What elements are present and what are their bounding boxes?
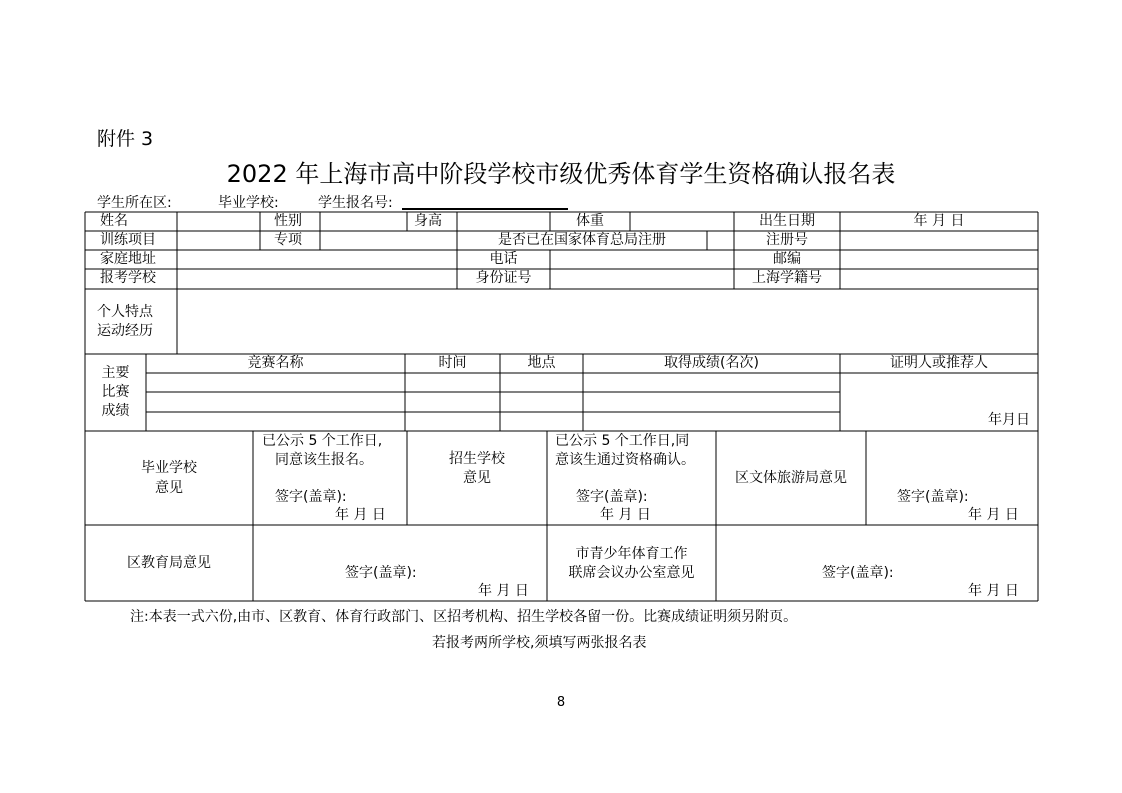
district-label: 学生所在区: <box>97 195 172 211</box>
reg-no-field-label: 注册号 <box>766 232 808 248</box>
grad-school-label: 毕业学校: <box>218 195 279 211</box>
edu-sign-label: 签字(盖章): <box>345 565 417 581</box>
grad-publicity-line1: 已公示 5 个工作日, <box>262 433 383 449</box>
weight-label: 体重 <box>576 213 604 229</box>
profile-label-line2: 运动经历 <box>97 323 153 339</box>
competition-result-header: 取得成绩(名次) <box>664 355 759 371</box>
page-number: 8 <box>556 695 566 710</box>
form-title: 2022 年上海市高中阶段学校市级优秀体育学生资格确认报名表 <box>226 160 896 188</box>
name-label: 姓名 <box>100 213 128 229</box>
competition-label-line3: 成绩 <box>101 403 130 419</box>
id-no-label: 身份证号 <box>475 270 532 286</box>
enroll-school-opinion-line2: 意见 <box>463 470 491 486</box>
address-label: 家庭地址 <box>100 251 156 267</box>
enroll-publicity-line1: 已公示 5 个工作日,同 <box>555 433 690 449</box>
footnote-copies: 注:本表一式六份,由市、区教育、体育行政部门、区招考机构、招生学校各留一份。比赛成绩证明须另附页。 <box>130 609 798 625</box>
competition-place-header: 地点 <box>527 355 556 371</box>
enroll-publicity-line2: 意该生通过资格确认。 <box>555 452 695 468</box>
national-reg-label: 是否已在国家体育总局注册 <box>498 232 666 248</box>
grad-school-opinion-line2: 意见 <box>155 480 183 496</box>
profile-label-line1: 个人特点 <box>97 304 153 320</box>
height-label: 身高 <box>414 213 442 229</box>
culture-sign-date: 年 月 日 <box>968 507 1019 523</box>
specialty-label: 专项 <box>274 232 302 248</box>
attachment-label: 附件 3 <box>97 128 154 150</box>
enroll-school-opinion-line1: 招生学校 <box>449 451 505 467</box>
apply-school-label: 报考学校 <box>100 270 156 286</box>
youth-office-opinion-line2: 联席会议办公室意见 <box>568 565 695 581</box>
competition-date: 年月日 <box>988 412 1030 428</box>
youth-sign-date: 年 月 日 <box>968 583 1019 599</box>
competition-name-header: 竞赛名称 <box>247 355 304 371</box>
grad-sign-label: 签字(盖章): <box>275 489 347 505</box>
competition-time-header: 时间 <box>438 355 467 371</box>
postcode-label: 邮编 <box>773 251 801 267</box>
competition-label-line1: 主要 <box>101 365 130 381</box>
birth-date-placeholder: 年 月 日 <box>913 213 965 229</box>
training-label: 训练项目 <box>100 232 156 248</box>
footnote-two-schools: 若报考两所学校,须填写两张报名表 <box>432 635 647 651</box>
enroll-sign-date: 年 月 日 <box>600 507 651 523</box>
edu-bureau-opinion: 区教育局意见 <box>127 555 211 571</box>
birth-label: 出生日期 <box>759 213 815 229</box>
youth-sign-label: 签字(盖章): <box>822 565 894 581</box>
grad-publicity-line2: 同意该生报名。 <box>275 452 373 468</box>
competition-witness-header: 证明人或推荐人 <box>890 355 988 371</box>
culture-bureau-opinion: 区文体旅游局意见 <box>735 470 847 486</box>
sh-student-no-label: 上海学籍号 <box>752 270 822 286</box>
culture-sign-label: 签字(盖章): <box>897 489 969 505</box>
grad-school-opinion-line1: 毕业学校 <box>141 460 197 476</box>
gender-label: 性别 <box>274 213 302 229</box>
phone-label: 电话 <box>489 251 518 267</box>
competition-label-line2: 比赛 <box>101 384 130 400</box>
reg-no-label: 学生报名号: <box>318 195 393 211</box>
youth-office-opinion-line1: 市青少年体育工作 <box>575 546 688 562</box>
grad-sign-date: 年 月 日 <box>335 507 386 523</box>
enroll-sign-label: 签字(盖章): <box>576 489 648 505</box>
edu-sign-date: 年 月 日 <box>478 583 529 599</box>
